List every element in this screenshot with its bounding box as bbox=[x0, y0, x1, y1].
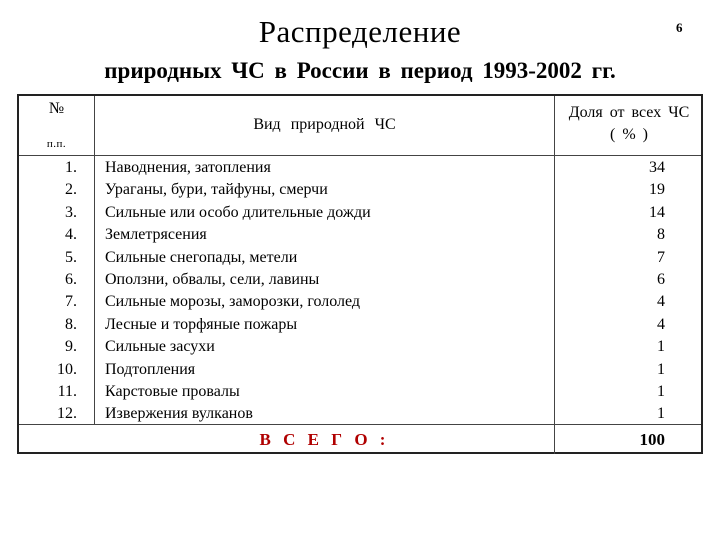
table-row bbox=[19, 336, 701, 358]
row-share: 4 bbox=[657, 315, 665, 333]
page-number: 6 bbox=[676, 20, 683, 35]
row-share: 34 bbox=[649, 159, 665, 176]
row-type: Сильные засухи bbox=[105, 338, 215, 356]
row-number: 10. bbox=[57, 360, 77, 378]
column-header-number-sub: п.п. bbox=[46, 138, 67, 150]
header-divider bbox=[19, 155, 701, 156]
row-number: 6. bbox=[65, 270, 77, 288]
row-share: 14 bbox=[649, 203, 665, 221]
row-number: 7. bbox=[65, 293, 77, 311]
table-row bbox=[19, 157, 701, 179]
row-type: Ураганы, бури, тайфуны, смерчи bbox=[105, 181, 328, 199]
table-row bbox=[19, 314, 701, 336]
row-type: Оползни, обвалы, сели, лавины bbox=[105, 270, 320, 288]
row-share: 4 bbox=[657, 293, 665, 311]
page-title: Распределение bbox=[258, 14, 462, 49]
row-share: 1 bbox=[657, 360, 665, 378]
row-number: 3. bbox=[65, 203, 77, 221]
table-row bbox=[19, 202, 701, 224]
row-number: 12. bbox=[57, 405, 77, 423]
row-type: Лесные и торфяные пожары bbox=[105, 315, 298, 333]
row-share: 1 bbox=[657, 405, 665, 423]
row-share: 7 bbox=[657, 248, 665, 266]
table-row bbox=[19, 247, 701, 269]
row-type: Подтопления bbox=[105, 360, 196, 378]
row-type: Извержения вулканов bbox=[105, 405, 253, 423]
table-row bbox=[19, 224, 701, 246]
table-row bbox=[19, 381, 701, 403]
table-body bbox=[19, 157, 701, 426]
row-number: 9. bbox=[65, 338, 77, 356]
total-label: В С Е Г О : bbox=[259, 430, 390, 449]
row-type: Карстовые провалы bbox=[105, 382, 240, 400]
row-share: 19 bbox=[649, 181, 665, 199]
row-share: 8 bbox=[657, 226, 665, 244]
table-row bbox=[19, 403, 701, 425]
table-row bbox=[19, 179, 701, 201]
column-header-type: Вид природной ЧС bbox=[253, 116, 396, 133]
row-type: Сильные морозы, заморозки, гололед bbox=[105, 293, 361, 311]
row-number: 1. bbox=[65, 159, 77, 176]
row-type: Землетрясения bbox=[105, 226, 207, 244]
column-header-share-unit: ( % ) bbox=[610, 126, 648, 143]
column-header-share bbox=[555, 102, 703, 146]
row-type: Сильные или особо длительные дожди bbox=[105, 203, 371, 221]
column-header-number: № bbox=[48, 100, 65, 117]
row-number: 2. bbox=[65, 181, 77, 199]
page-subtitle: природных ЧС в России в период 1993-2002 гг. bbox=[104, 58, 616, 83]
row-number: 11. bbox=[57, 382, 77, 400]
column-header-share-label: Доля от всех ЧС bbox=[568, 104, 690, 121]
row-number: 8. bbox=[65, 315, 77, 333]
table-row bbox=[19, 269, 701, 291]
table-row bbox=[19, 359, 701, 381]
table-row bbox=[19, 291, 701, 313]
row-type: Сильные снегопады, метели bbox=[105, 248, 298, 266]
row-share: 1 bbox=[657, 338, 665, 356]
row-share: 6 bbox=[657, 270, 665, 288]
row-share: 1 bbox=[657, 382, 665, 400]
row-type: Наводнения, затопления bbox=[105, 159, 271, 176]
row-number: 5. bbox=[65, 248, 77, 266]
total-value: 100 bbox=[639, 430, 665, 449]
row-number: 4. bbox=[65, 226, 77, 244]
distribution-table bbox=[17, 94, 703, 454]
